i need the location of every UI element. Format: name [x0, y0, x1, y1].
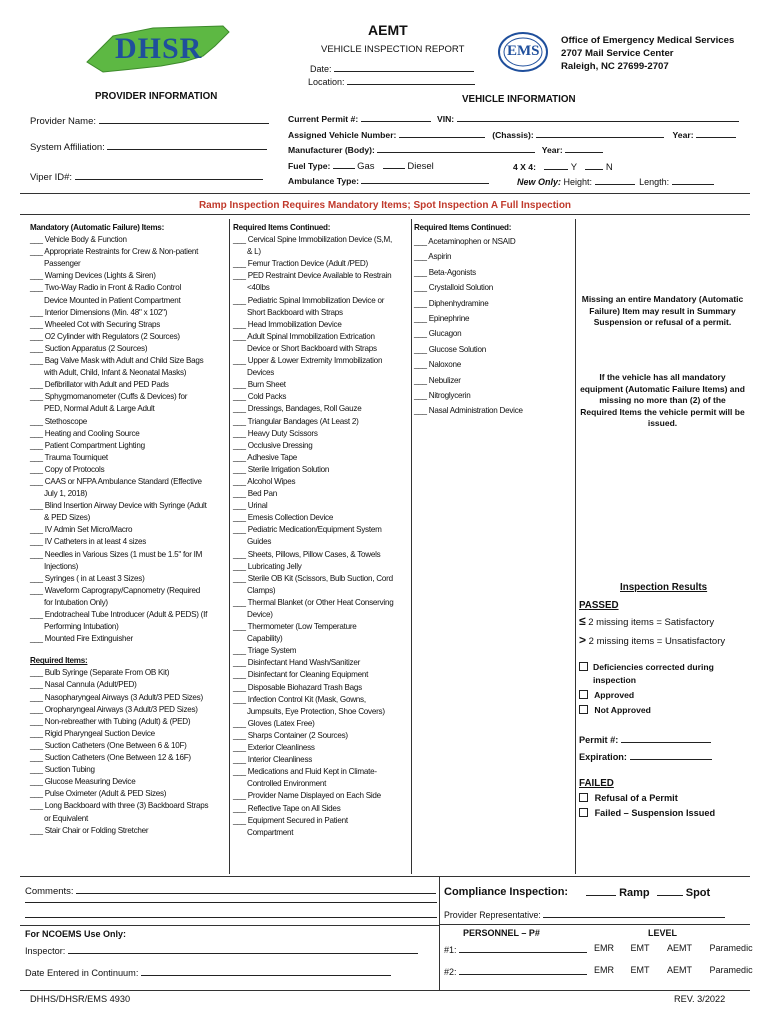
office-line3: Raleigh, NC 27699-2707: [561, 61, 669, 72]
length-input[interactable]: [672, 175, 714, 185]
mandatory-list-item: July 1, 2018): [30, 489, 88, 499]
required-continued-list-item: ___ Pediatric Medication/Equipment System: [233, 525, 382, 535]
required-list-item: ___ Glucose Measuring Device: [30, 777, 136, 787]
refusal-label: Refusal of a Permit: [594, 793, 678, 803]
required-continued-list-item: Short Backboard with Straps: [233, 307, 343, 317]
date-field[interactable]: [310, 62, 474, 74]
medication-list-item: ___ Crystalloid Solution: [414, 283, 494, 293]
mandatory-list-item: ___ Patient Compartment Lighting: [30, 440, 145, 450]
mandatory-list-item: ___ Endotracheal Tube Introducer (Adult & PEDS) (If: [30, 610, 208, 619]
vehicle-heading: VEHICLE INFORMATION: [462, 94, 576, 105]
not-approved-checkbox[interactable]: [579, 705, 588, 714]
mandatory-list-item: ___ Vehicle Body & Function: [30, 235, 127, 245]
required-continued-list-item: Jumpsuits, Eye Protection, Shoe Covers): [233, 706, 385, 716]
ramp-label: Ramp: [619, 887, 650, 899]
year2-label: Year:: [541, 145, 563, 155]
personnel-table-top: [439, 924, 750, 925]
required-continued-list-item: ___ Disinfectant for Cleaning Equipment: [233, 670, 369, 680]
viper-id-field[interactable]: [30, 170, 263, 183]
required-continued-list-item: Device): [233, 610, 273, 619]
level-aemt-1[interactable]: AEMT: [667, 943, 693, 953]
office-address: [561, 34, 734, 73]
provider-rep-label: Provider Representative:: [444, 910, 541, 920]
vin-label: VIN:: [436, 114, 455, 124]
date-label: Date:: [310, 64, 332, 74]
fourx4-label: 4 X 4:: [513, 162, 536, 172]
diesel-label: Diesel: [407, 161, 434, 172]
required-continued-list-item: Clamps): [233, 585, 276, 595]
medication-list-item: ___ Epinephrine: [414, 314, 470, 324]
required-list-item: ___ Suction Tubing: [30, 765, 95, 775]
mandatory-list-item: ___ O2 Cylinder with Regulators (2 Sources): [30, 331, 180, 341]
office-line1: Office of Emergency Medical Services: [561, 35, 735, 46]
ambulance-type-label: Ambulance Type:: [288, 176, 359, 186]
mandatory-list-item: ___ Defibrillator with Adult and PED Pads: [30, 380, 169, 390]
fuel-type-label: Fuel Type:: [288, 161, 331, 171]
level-label: LEVEL: [648, 928, 678, 938]
mandatory-list-item: ___ Suction Apparatus (2 Sources): [30, 343, 148, 353]
footer-bottom-rule: [20, 990, 750, 991]
ambulance-type-input[interactable]: [361, 174, 489, 184]
personnel-row-1-input[interactable]: [459, 943, 587, 953]
required-list-item: ___ Rigid Pharyngeal Suction Device: [30, 728, 155, 738]
medication-list-item: ___ Nebulizer: [414, 375, 461, 385]
level-paramedic-2[interactable]: Paramedic: [709, 965, 753, 975]
level-emt-1[interactable]: EMT: [630, 943, 650, 953]
vin-input[interactable]: [457, 112, 739, 122]
expiration-label: Expiration:: [579, 752, 627, 762]
required-continued-heading-a: Required Items Continued:: [233, 223, 331, 232]
required-continued-list-item: Devices: [233, 368, 275, 378]
failed-suspension-row: [579, 808, 715, 818]
mandatory-list-item: ___ Two-Way Radio in Front & Radio Control: [30, 283, 181, 293]
mandatory-list-item: ___ Interior Dimensions (Min. 48" x 102"): [30, 307, 168, 317]
required-continued-list-item: ___ Disinfectant Hand Wash/Sanitizer: [233, 658, 361, 668]
location-field[interactable]: [308, 75, 475, 87]
required-continued-list-item: ___ Dressings, Bandages, Roll Gauze: [233, 404, 362, 414]
length-label: Length:: [639, 177, 670, 187]
personnel-row-2-levels: [594, 965, 753, 975]
office-line2: 2707 Mail Service Center: [561, 48, 674, 59]
required-continued-list-item: ___ Infection Control Kit (Mask, Gowns,: [233, 694, 366, 704]
medication-list-item: ___ Glucose Solution: [414, 344, 486, 354]
spot-label: Spot: [685, 887, 711, 899]
required-continued-list-item: ___ Thermometer (Low Temperature: [233, 622, 357, 632]
level-aemt-2[interactable]: AEMT: [667, 965, 693, 975]
required-continued-list-item: ___ Triangular Bandages (At Least 2): [233, 416, 359, 426]
required-continued-list-item: ___ Lubricating Jelly: [233, 561, 302, 571]
diesel-input[interactable]: [383, 159, 405, 169]
mandatory-list-item: with Adult, Child, Infant & Neonatal Masks): [30, 368, 187, 378]
provider-name-label: Provider Name:: [30, 116, 96, 127]
level-emt-2[interactable]: EMT: [630, 965, 650, 975]
deficiencies-label: Deficiencies corrected during inspection: [593, 662, 714, 685]
fourx4-n-label: N: [605, 162, 613, 173]
mandatory-list-item: & PED Sizes): [30, 513, 91, 523]
ems-seal: [498, 32, 548, 72]
required-list-item: ___ Non-rebreather with Tubing (Adult) & (PED): [30, 716, 191, 726]
year-label: Year:: [672, 130, 694, 140]
required-continued-list-item: ___ Cervical Spine Immobilization Device (S,M,: [233, 235, 392, 245]
system-affiliation-field[interactable]: [30, 140, 267, 153]
required-continued-list-item: ___ Sterile OB Kit (Scissors, Bulb Suction, Cord: [233, 573, 393, 583]
not-approved-label: Not Approved: [594, 705, 651, 715]
required-continued-list-item: ___ PED Restraint Device Available to Restrain: [233, 271, 392, 281]
ncoems-label: For NCOEMS Use Only:: [25, 929, 127, 939]
approved-label: Approved: [594, 690, 635, 700]
assigned-vehicle-input[interactable]: [399, 128, 485, 138]
less-equal-symbol: ≤: [579, 614, 586, 628]
required-continued-list-item: ___ Disposable Biohazard Trash Bags: [233, 682, 362, 692]
required-continued-list-item: ___ Interior Cleanliness: [233, 755, 313, 765]
failed-suspension-checkbox[interactable]: [579, 808, 588, 817]
approved-checkbox[interactable]: [579, 690, 588, 699]
required-continued-list-item: Capability): [233, 634, 283, 644]
ems-seal-text: EMS: [507, 43, 540, 59]
required-continued-list-item: ___ Provider Name Displayed on Each Side: [233, 791, 381, 801]
chassis-year-input[interactable]: [696, 128, 736, 138]
missing-mandatory-note: Missing an entire Mandatory (Automatic Failure) Item may result in Summary Suspension or refusal of a permit.: [581, 294, 744, 327]
chassis-input[interactable]: [536, 128, 664, 138]
vehicle-row4: [288, 159, 434, 172]
manufacturer-input[interactable]: [377, 143, 535, 153]
new-only-label: New Only:: [517, 177, 562, 187]
required-continued-list-item: ___ Exterior Cleanliness: [233, 743, 315, 753]
mandatory-list-item: PED, Normal Adult & Large Adult: [30, 404, 155, 414]
column-divider-1: [229, 219, 230, 874]
required-continued-list-item: ___ Gloves (Latex Free): [233, 718, 315, 728]
medication-list-item: ___ Nitroglycerin: [414, 391, 471, 401]
deficiencies-row: [579, 661, 749, 686]
form-title: AEMT: [368, 22, 408, 38]
inspector-field[interactable]: [25, 944, 418, 956]
column-divider-3: [575, 219, 576, 874]
inspection-banner: Ramp Inspection Requires Mandatory Items; Spot Inspection A Full Inspection: [198, 200, 572, 211]
mandatory-list-item: ___ Waveform Caprograpy/Capnometry (Required: [30, 585, 200, 595]
comments-line-3[interactable]: [25, 917, 437, 918]
gas-input[interactable]: [333, 159, 355, 169]
required-list-item: ___ Suction Catheters (One Between 12 & 16F): [30, 753, 191, 763]
deficiencies-checkbox[interactable]: [579, 662, 588, 671]
passed-label: PASSED: [579, 600, 619, 611]
logo-text: DHSR: [115, 32, 203, 65]
mandatory-list-item: ___ Bag Valve Mask with Adult and Child Size Bags: [30, 356, 204, 366]
mandatory-list-item: ___ Appropriate Restraints for Crew & Non-patient: [30, 247, 199, 257]
required-items-continued-column-b: [414, 222, 574, 419]
unsatisfactory-row: [579, 633, 725, 647]
required-continued-list-item: ___ Sheets, Pillows, Pillow Cases, & Towels: [233, 549, 381, 559]
personnel-row-2-input[interactable]: [459, 965, 587, 975]
level-paramedic-1[interactable]: Paramedic: [709, 943, 753, 953]
chassis-label: (Chassis):: [492, 130, 534, 140]
personnel-row-1-label: #1:: [444, 945, 457, 955]
vehicle-row2: [288, 128, 736, 140]
medication-list-item: ___ Naloxone: [414, 360, 461, 370]
required-continued-list-item: ___ Cold Packs: [233, 392, 287, 402]
refusal-row: [579, 793, 678, 803]
mandatory-list-item: ___ IV Admin Set Micro/Macro: [30, 525, 133, 535]
banner-divider-top: [20, 193, 750, 194]
four-by-four-row: [513, 160, 613, 173]
revision: REV. 3/2022: [674, 994, 726, 1004]
required-continued-list-item: ___ Head Immobilization Device: [233, 319, 342, 329]
mandatory-list-item: ___ Mounted Fire Extinguisher: [30, 634, 133, 644]
required-list-item: ___ Oropharyngeal Airways (3 Adult/3 PED Sizes): [30, 704, 198, 714]
viper-id-label: Viper ID#:: [30, 172, 73, 183]
manufacturer-year-input[interactable]: [565, 143, 603, 153]
required-continued-list-item: Guides: [233, 537, 272, 547]
mandatory-list-item: ___ IV Catheters in at least 4 sizes: [30, 537, 147, 547]
required-continued-list-item: Controlled Environment: [233, 779, 327, 789]
required-continued-list-item: ___ Femur Traction Device (Adult /PED): [233, 259, 368, 269]
mandatory-list-item: ___ Wheeled Cot with Securing Straps: [30, 319, 161, 329]
fourx4-y-label: Y: [570, 162, 578, 173]
footer-divider: [20, 876, 750, 877]
required-continued-list-item: ___ Medications and Fluid Kept in Climate-: [233, 767, 377, 777]
required-continued-list-item: ___ Bed Pan: [233, 489, 278, 499]
required-continued-list-item: ___ Sharps Container (2 Sources): [233, 730, 348, 740]
footer-vertical-divider: [439, 876, 440, 990]
required-list-item: ___ Bulb Syringe (Separate From OB Kit): [30, 668, 170, 678]
inspector-label: Inspector:: [25, 946, 66, 956]
required-list-item: ___ Suction Catheters (One Between 6 & 10F): [30, 740, 187, 750]
form-number: DHHS/DHSR/EMS 4930: [30, 994, 131, 1004]
required-list-item: ___ Pulse Oximeter (Adult & PED Sizes): [30, 789, 167, 799]
vehicle-row3: [288, 143, 603, 155]
banner-divider-bottom: [20, 214, 750, 215]
required-list-item: ___ Nasal Cannula (Adult/PED): [30, 680, 137, 690]
current-permit-label: Current Permit #:: [288, 114, 359, 124]
mandatory-list-item: ___ Trauma Tourniquet: [30, 452, 108, 462]
spot-input[interactable]: [657, 886, 683, 896]
location-label: Location:: [308, 77, 345, 87]
comments-field[interactable]: [25, 884, 436, 897]
mandatory-list-item: ___ Heating and Cooling Source: [30, 428, 140, 438]
level-emr-2[interactable]: EMR: [594, 965, 614, 975]
medication-list-item: ___ Beta-Agonists: [414, 267, 476, 277]
mandatory-list-item: Injections): [30, 561, 79, 571]
required-continued-list-item: ___ Alcohol Wipes: [233, 476, 296, 486]
column-divider-2: [411, 219, 412, 874]
provider-name-field[interactable]: [30, 114, 269, 127]
refusal-checkbox[interactable]: [579, 793, 588, 802]
provider-heading: PROVIDER INFORMATION: [95, 91, 218, 102]
date-continuum-field[interactable]: [25, 966, 391, 978]
required-continued-list-item: ___ Triage System: [233, 646, 297, 656]
required-continued-heading-b: Required Items Continued:: [414, 223, 512, 232]
current-permit-input[interactable]: [361, 112, 431, 122]
ramp-input[interactable]: [586, 886, 616, 896]
satisfactory-text: 2 missing items = Satisfactory: [588, 617, 715, 628]
required-continued-list-item: ___ Adult Spinal Immobilization Extrication: [233, 331, 375, 341]
dhsr-logo: [83, 22, 233, 74]
provider-rep-field[interactable]: [444, 908, 725, 920]
required-continued-list-item: ___ Urinal: [233, 501, 268, 511]
assigned-vehicle-label: Assigned Vehicle Number:: [288, 130, 397, 140]
personnel-label: PERSONNEL – P#: [463, 928, 540, 938]
required-list-item: ___ Long Backboard with three (3) Backboard Straps: [30, 801, 209, 811]
personnel-row-2: [444, 965, 587, 977]
required-list-item: ___ Stair Chair or Folding Stretcher: [30, 825, 149, 835]
mandatory-list-item: ___ Blind Insertion Airway Device with Syringe (Adult: [30, 501, 207, 511]
fourx4-yes-input[interactable]: [544, 160, 568, 170]
required-list-item: or Equivalent: [30, 813, 88, 823]
not-approved-row: [579, 705, 651, 715]
manufacturer-label: Manufacturer (Body):: [288, 145, 375, 155]
required-items-continued-column-a: [233, 222, 411, 839]
mandatory-list-item: ___ Syringes ( in at Least 3 Sizes): [30, 573, 145, 583]
required-items-heading: Required Items:: [30, 656, 88, 666]
mandatory-list-item: Performing Intubation): [30, 622, 119, 632]
mandatory-list-item: Passenger: [30, 259, 81, 269]
medication-list-item: ___ Nasal Administration Device: [414, 406, 523, 416]
required-continued-list-item: & L): [233, 247, 261, 257]
medication-list-item: ___ Acetaminophen or NSAID: [414, 237, 516, 246]
greater-symbol: >: [579, 633, 587, 647]
vehicle-row5: [288, 174, 489, 186]
gas-label: Gas: [357, 161, 375, 172]
required-continued-list-item: ___ Emesis Collection Device: [233, 513, 334, 523]
personnel-row-1-levels: [594, 943, 753, 953]
required-continued-list-item: ___ Thermal Blanket (or Other Heat Conserving: [233, 597, 394, 607]
required-continued-list-item: ___ Sterile Irrigation Solution: [233, 464, 330, 474]
mandatory-list-item: ___ CAAS or NFPA Ambulance Standard (Effective: [30, 476, 202, 486]
required-continued-list-item: Compartment: [233, 827, 294, 837]
compliance-inspection-label: Compliance Inspection:: [444, 886, 569, 898]
mandatory-list-item: ___ Warning Devices (Lights & Siren): [30, 271, 156, 281]
mandatory-list-item: ___ Needles in Various Sizes (1 must be 1.5" for IM: [30, 549, 203, 559]
permit-number-label: Permit #:: [579, 735, 619, 745]
personnel-row-1: [444, 943, 587, 955]
permit-number-field[interactable]: [579, 733, 711, 745]
expiration-field[interactable]: [579, 750, 712, 762]
required-continued-list-item: ___ Upper & Lower Extremity Immobilization: [233, 356, 383, 366]
required-continued-list-item: ___ Pediatric Spinal Immobilization Device or: [233, 295, 385, 305]
medication-list-item: ___ Glucagon: [414, 329, 462, 339]
required-continued-list-item: Device or Short Backboard with Straps: [233, 343, 377, 353]
mandatory-list-item: ___ Sphygmomanometer (Cuffs & Devices) for: [30, 392, 188, 402]
approved-row: [579, 690, 634, 700]
date-continuum-label: Date Entered in Continuum:: [25, 968, 139, 978]
height-label: Height:: [563, 177, 593, 187]
required-continued-list-item: <40lbs: [233, 283, 270, 293]
mandatory-list-item: for Intubation Only): [30, 597, 108, 607]
height-input[interactable]: [595, 175, 635, 185]
required-continued-list-item: ___ Adhesive Tape: [233, 452, 298, 462]
medication-list-item: ___ Diphenhydramine: [414, 298, 489, 308]
fourx4-no-input[interactable]: [585, 160, 603, 170]
personnel-row-2-label: #2:: [444, 967, 457, 977]
system-affiliation-label: System Affiliation:: [30, 142, 105, 153]
ramp-spot-row: [586, 886, 710, 899]
new-only-row: [517, 175, 714, 187]
satisfactory-row: [579, 614, 714, 628]
required-list-item: ___ Nasopharyngeal Airways (3 Adult/3 PED Sizes): [30, 692, 203, 702]
mandatory-list-item: ___ Copy of Protocols: [30, 464, 105, 474]
comments-label: Comments:: [25, 886, 74, 897]
level-emr-1[interactable]: EMR: [594, 943, 614, 953]
mandatory-list-item: ___ Stethoscope: [30, 416, 88, 426]
form-subtitle: VEHICLE INSPECTION REPORT: [321, 44, 465, 55]
vehicle-row1: [288, 112, 739, 124]
comments-line-2[interactable]: [25, 902, 437, 903]
inspection-results-heading: Inspection Results: [620, 582, 708, 593]
unsatisfactory-text: 2 missing items = Unsatisfactory: [588, 636, 726, 647]
failed-label: FAILED: [579, 778, 614, 789]
required-continued-list-item: ___ Heavy Duty Scissors: [233, 428, 318, 438]
mandatory-list-item: Device Mounted in Patient Compartment: [30, 295, 181, 305]
required-continued-list-item: ___ Reflective Tape on All Sides: [233, 803, 341, 813]
mandatory-items-column: [30, 222, 230, 837]
failed-suspension-label: Failed – Suspension Issued: [594, 808, 716, 818]
required-continued-list-item: ___ Occlusive Dressing: [233, 440, 313, 450]
required-continued-list-item: ___ Equipment Secured in Patient: [233, 815, 348, 825]
mandatory-items-heading: Mandatory (Automatic Failure) Items:: [30, 223, 165, 232]
required-continued-list-item: ___ Burn Sheet: [233, 380, 286, 390]
medication-list-item: ___ Aspirin: [414, 252, 452, 262]
all-mandatory-note: If the vehicle has all mandatory equipment (Automatic Failure Items) and missing no more than (2) of the Required Items the vehicle permit will be issued.: [580, 372, 745, 428]
